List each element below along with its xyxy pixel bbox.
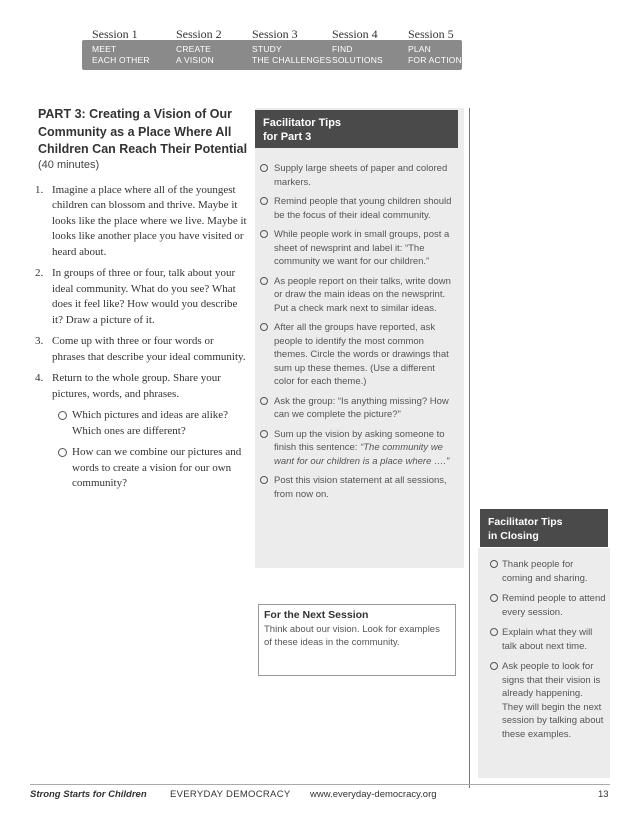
tip-item (260, 428, 456, 469)
session-4-line2: SOLUTIONS (332, 55, 383, 65)
tip-text: As people report on their talks, write down or draw the main ideas on the newsprint. Put a check mark next to similar ideas. (274, 275, 451, 314)
bullet-circle-icon (260, 323, 268, 331)
bullet-circle-icon (490, 662, 498, 670)
part3-duration: (40 minutes) (38, 158, 100, 171)
session-1-line1: MEET (92, 44, 117, 54)
part3-section (35, 106, 248, 498)
sub-question-list (58, 408, 248, 492)
step-item (35, 371, 248, 492)
tip-text: Ask people to look for signs that their vision is already happening. They will begin the next session by talking about these examples. (502, 661, 604, 740)
page-footer (0, 786, 638, 806)
session-navigation-header (0, 0, 638, 80)
bullet-circle-icon (260, 230, 268, 238)
tip-item (260, 195, 456, 222)
step-number: 1. (35, 183, 44, 196)
tip-item (490, 558, 606, 585)
tip-item (490, 592, 606, 619)
session-3-title: Session 3 (252, 27, 298, 41)
step-item (35, 266, 248, 328)
footer-url-link[interactable]: www.everyday-democracy.org (310, 789, 437, 800)
tip-text: Ask the group: “Is anything missing? How can we complete the picture?” (274, 395, 449, 420)
bullet-circle-icon (260, 164, 268, 172)
session-3-line1: STUDY (252, 44, 282, 54)
session-4-subtitle (332, 44, 383, 66)
tip-item (260, 395, 456, 422)
tip-text: Explain what they will talk about next time. (502, 627, 593, 652)
tip-item (260, 474, 456, 501)
session-4-title: Session 4 (332, 27, 378, 41)
steps-list (35, 183, 248, 492)
next-session-box (258, 604, 456, 676)
tip-item (490, 660, 606, 741)
tip-text: Remind people to attend every session. (502, 593, 606, 618)
session-5-line2: FOR ACTION (408, 55, 462, 65)
tip-item (260, 228, 456, 269)
tips-closing-heading-line1: Facilitator Tips (488, 516, 563, 528)
bullet-circle-icon (260, 277, 268, 285)
step-text: Imagine a place where all of the youngest children can blossom and thrive. Maybe it looks like the place where we live. Maybe it looks like another place you have visited or heard about. (52, 183, 247, 258)
session-5-line1: PLAN (408, 44, 432, 54)
tip-item (260, 321, 456, 389)
bullet-circle-icon (260, 397, 268, 405)
tip-text: Remind people that young children should be the focus of their ideal community. (274, 196, 452, 221)
tip-text: Thank people for coming and sharing. (502, 559, 588, 584)
step-item (35, 183, 248, 261)
session-3-subtitle (252, 44, 331, 66)
bullet-circle-icon (58, 448, 67, 457)
session-2-line1: CREATE (176, 44, 212, 54)
tips-closing-heading-line2: in Closing (488, 530, 539, 542)
bullet-circle-icon (260, 197, 268, 205)
page-number: 13 (598, 789, 609, 800)
next-session-title: For the Next Session (264, 609, 369, 621)
footer-organization: EVERYDAY DEMOCRACY (170, 789, 291, 800)
step-number: 2. (35, 267, 44, 279)
session-2-title: Session 2 (176, 27, 222, 41)
footer-publication-title: Strong Starts for Children (30, 789, 147, 800)
session-2-subtitle (176, 44, 214, 66)
session-1-line2: EACH OTHER (92, 55, 150, 65)
step-text: Come up with three or four words or phrases that describe your ideal community. (52, 335, 246, 363)
next-session-text: Think about our vision. Look for examples of these ideas in the community. (264, 624, 440, 648)
step-text: Return to the whole group. Share your pictures, words, and phrases. (52, 372, 221, 400)
bullet-circle-icon (490, 560, 498, 568)
bullet-circle-icon (260, 476, 268, 484)
session-2-line2: A VISION (176, 55, 214, 65)
tips3-heading-line2: for Part 3 (263, 131, 312, 143)
tip-text: While people work in small groups, post a sheet of newsprint and label it: “The community we want for our children.” (274, 229, 450, 267)
tip-item (490, 626, 606, 653)
sub-question-text: How can we combine our pictures and words to create a vision for our own community? (72, 446, 242, 489)
step-text: In groups of three or four, talk about your ideal community. What do you see? What does it feel like? How would you describe it? Draw a picture of it. (52, 267, 238, 326)
facilitator-tips-part3-heading (255, 110, 458, 148)
step-number: 3. (35, 335, 44, 347)
facilitator-tips-closing-list (490, 558, 606, 748)
tips3-heading-line1: Facilitator Tips (263, 117, 342, 129)
facilitator-tips-closing-heading (480, 509, 608, 547)
sub-question-text: Which pictures and ideas are alike? Which ones are different? (72, 409, 229, 437)
footer-rule (30, 784, 610, 785)
tip-item (260, 162, 456, 189)
bullet-circle-icon (58, 411, 67, 420)
session-1-title: Session 1 (92, 27, 138, 41)
bullet-circle-icon (260, 430, 268, 438)
tip-text: After all the groups have reported, ask people to identify the most common themes. Circle the words or drawings that sum up these themes. (Use a different color for each theme.) (274, 322, 449, 387)
column-divider (469, 108, 470, 788)
bullet-circle-icon (490, 628, 498, 636)
facilitator-tips-part3-list (260, 162, 456, 507)
step-item (35, 334, 248, 365)
tip-item (260, 275, 456, 316)
session-4-line1: FIND (332, 44, 353, 54)
sub-question-item (58, 445, 248, 492)
session-5-subtitle (408, 44, 462, 66)
tip-text: Sum up the vision by asking someone to finish this sentence: (274, 428, 445, 453)
tip-italic-text: “The community we want for our children is a place where ….” (274, 442, 450, 467)
sub-question-item (58, 408, 248, 439)
step-number: 4. (35, 372, 44, 384)
tip-text: Post this vision statement at all sessions, from now on. (274, 475, 447, 500)
session-3-line2: THE CHALLENGES (252, 55, 332, 65)
bullet-circle-icon (490, 594, 498, 602)
part3-title: PART 3: Creating a Vision of Our Community as a Place Where All Children Can Reach Their Potential (38, 107, 248, 156)
session-5-title: Session 5 (408, 27, 454, 41)
session-1-subtitle (92, 44, 150, 66)
tip-text: Supply large sheets of paper and colored markers. (274, 163, 448, 188)
